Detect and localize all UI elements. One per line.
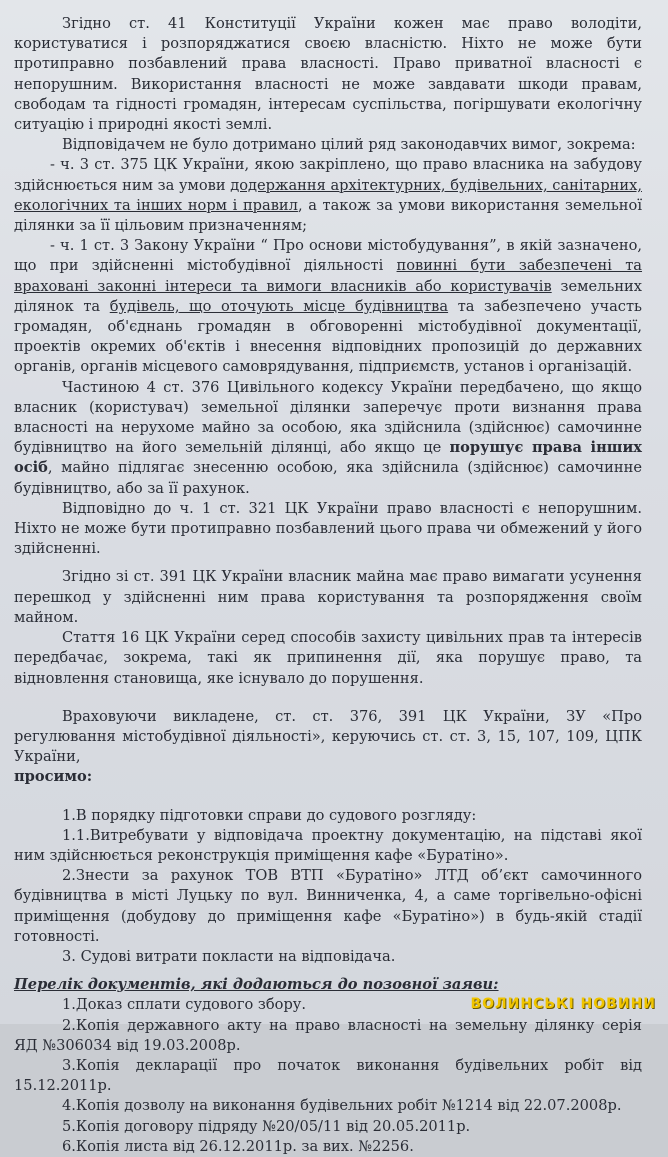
article-375-underlined: додержання архітектурних, будівельних, санітарних, екологічних та інших норм і правил <box>14 176 642 214</box>
paragraph-article-375 <box>14 155 642 236</box>
attachment-item-6: 6.Копія листа від 26.12.2011р. за вих. №2256. <box>62 1137 414 1155</box>
urban-law-text-end: та забезпечено участь громадян, об'єднань громадян в обговоренні містобудівної документації, проектів окремих об'єктів і внесення відповідних пропозицій до державних органів, органів місцевого самоврядування, підприємств, установ і організацій. <box>14 297 642 376</box>
request-item-1-1: 1.1.Витребувати у відповідача проектну документацію, на підставі якої ним здійснюється реконструкція приміщення кафе «Буратіно». <box>14 826 642 864</box>
request-item-2: 2.Знести за рахунок ТОВ ВТП «Буратіно» ЛТД об’єкт самочинного будівництва в місті Луцьку по вул. Винниченка, 4, а саме торгівельно-офісні приміщення (добудову до приміщення кафе «Буратіно») в будь-якій стадії готовності. <box>14 867 642 945</box>
request-item-1: 1.В порядку підготовки справи до судового розгляду: <box>62 806 477 824</box>
paragraph-article-376 <box>14 378 642 499</box>
request-heading: просимо: <box>14 768 93 786</box>
attachment-item-2: 2.Копія державного акту на право власності на земельну ділянку серія ЯД №306034 від 19.03.2008р. <box>14 1016 642 1054</box>
article-376-text: Частиною 4 ст. 376 Цивільного кодексу України передбачено, що якщо власник (користувач) земельної ділянки заперечує проти визнання права власності на нерухоме майно за особою, яка здійснила (здійснює) самочинне будівництво на його земельній ділянці, або якщо це <box>14 378 642 457</box>
paragraph-considering: Враховуючи викладене, ст. ст. 376, 391 ЦК України, ЗУ «Про регулювання містобудівної діяльності», керуючись ст. ст. 3, 15, 107, 109, ЦПК України, <box>14 707 642 766</box>
paragraph-article-321: Відповідно до ч. 1 ст. 321 ЦК України право власності є непорушним. Ніхто не може бути протиправно позбавлений цього права чи обмежений у його здійсненні. <box>14 499 642 558</box>
attachment-item-3: 3.Копія декларації про початок виконання будівельних робіт від 15.12.2011р. <box>14 1056 642 1095</box>
article-376-text-end: , майно підлягає знесенню особою, яка здійснила (здійснює) самочинне будівництво, або за її рахунок. <box>14 459 642 497</box>
attachment-item-5: 5.Копія договору підряду №20/05/11 від 20.05.2011р. <box>62 1117 471 1135</box>
article-375-text: - ч. 3 ст. 375 ЦК України, якою закріплено, що право власника на забудову здійснюється ним за умови <box>14 156 642 194</box>
attachment-item-4: 4.Копія дозволу на виконання будівельних робіт №1214 від 22.07.2008р. <box>62 1097 622 1115</box>
urban-law-underlined-1: повинні бути забезпечені та враховані законні інтереси та вимоги власників або користувачів <box>14 257 643 295</box>
urban-law-text: - ч. 1 ст. 3 Закону України “ Про основи містобудування”, в якій зазначено, що при здійсненні містобудівної діяльності <box>14 237 642 275</box>
paragraph-constitution: Згідно ст. 41 Конституції України кожен має право володіти, користуватися і розпоряджатися своєю власністю. Ніхто не може бути протиправно позбавлений права власності. Право приватної власності є непорушним. Використання власності не може завдавати шкоди правам, свободам та гідності громадян, інтересам суспільства, погіршувати екологічну ситуацію і природні якості землі. <box>14 15 642 134</box>
attachment-item-1: 1.Доказ сплати судового збору. <box>62 996 307 1014</box>
paragraph-article-16: Стаття 16 ЦК України серед способів захисту цивільних прав та інтересів передбачає, зокрема, такі як припинення дії, яка порушує право, та відновлення становища, яке існувало до порушення. <box>14 629 642 687</box>
request-item-3: 3. Судові витрати покласти на відповідача. <box>62 947 396 965</box>
paragraph-violations-intro: Відповідачем не було дотримано цілий ряд законодавчих вимог, зокрема: <box>62 136 636 154</box>
article-375-text-end: , а також за умови використання земельної ділянки за її цільовим призначенням; <box>14 196 642 235</box>
paragraph-urban-planning-law <box>14 236 642 377</box>
urban-law-underlined-2: будівель, що оточують місце будівництва <box>109 297 449 315</box>
urban-law-text-mid: земельних ділянок та <box>14 277 643 315</box>
paragraph-article-391: Згідно зі ст. 391 ЦК України власник майна має право вимагати усунення перешкод у здійсненні ним права користування та розпорядження своїм майном. <box>14 568 642 626</box>
watermark-logo: ВОЛИНСЬКІ НОВИНИ <box>470 995 656 1012</box>
article-376-bold: порушує права інших осіб <box>14 439 642 477</box>
attachments-title: Перелік документів, які додаються до позовної заяви: <box>14 976 499 994</box>
